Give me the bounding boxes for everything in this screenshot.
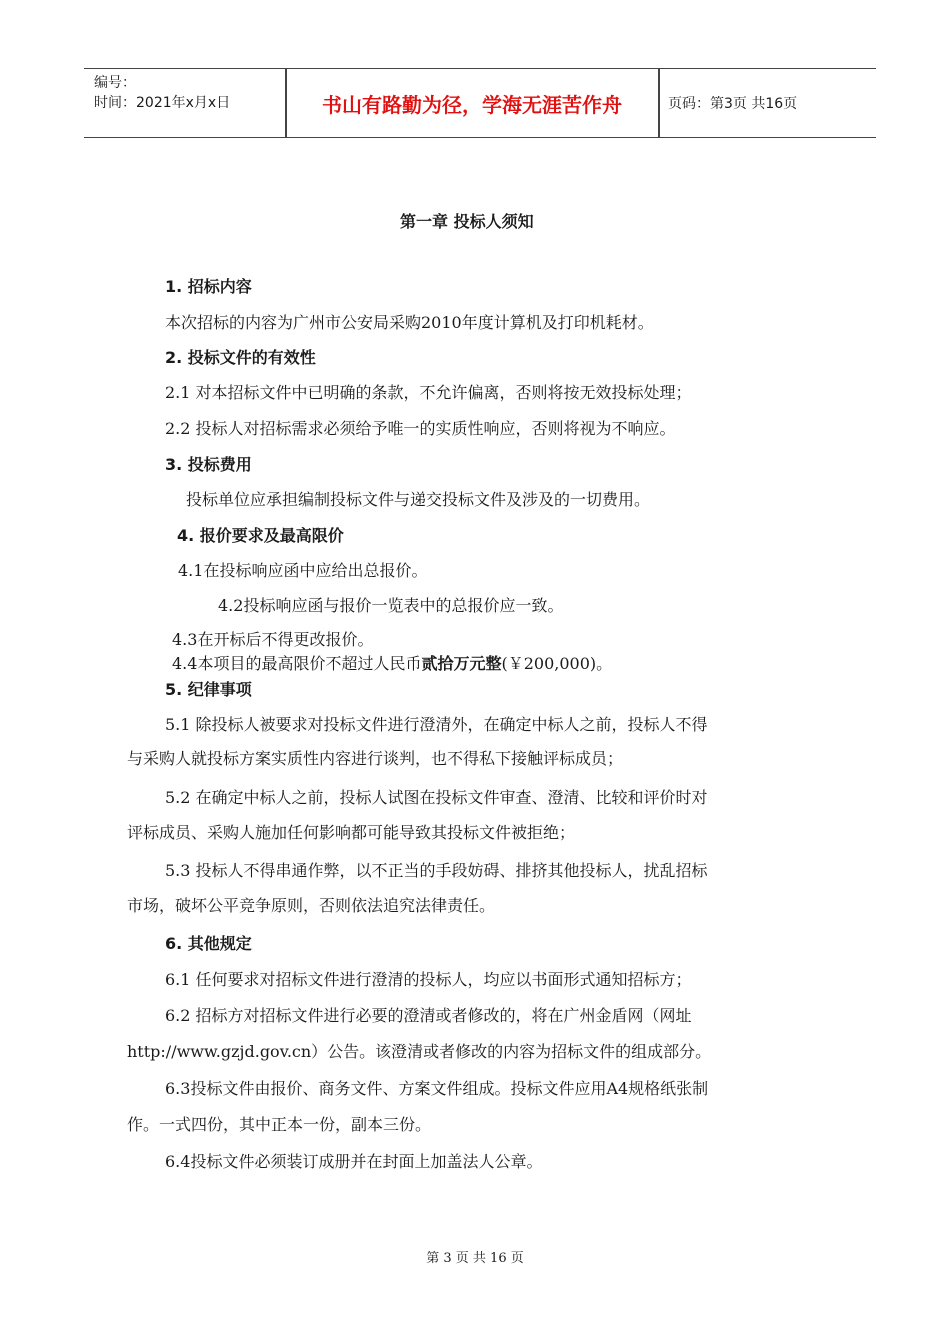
chapter-title: 第一章 投标人须知	[400, 212, 534, 231]
paragraph: 2.1 对本招标文件中已明确的条款，不允许偏离，否则将按无效投标处理；	[165, 383, 692, 402]
header-motto: 书山有路勤为径，学海无涯苦作舟	[322, 92, 622, 117]
paragraph: 6.1 任何要求对招标文件进行澄清的投标人，均应以书面形式通知招标方；	[165, 970, 692, 989]
paragraph: 4.2投标响应函与报价一览表中的总报价应一致。	[218, 596, 564, 615]
paragraph: 6.4投标文件必须装订成册并在封面上加盖法人公章。	[165, 1152, 543, 1171]
paragraph: 2.2 投标人对招标需求必须给予唯一的实质性响应，否则将视为不响应。	[165, 419, 676, 438]
price-limit-amount: 贰拾万元整	[421, 654, 502, 673]
header-page-label: 页码：第3页 共16页	[668, 96, 798, 112]
section-heading-4: 4. 报价要求及最高限价	[177, 526, 344, 545]
paragraph-line: 5.2 在确定中标人之前，投标人试图在投标文件审查、澄清、比较和评价时对	[165, 788, 708, 807]
paragraph-line: 5.1 除投标人被要求对投标文件进行澄清外，在确定中标人之前，投标人不得	[165, 715, 708, 734]
price-limit-suffix: (￥200,000)。	[501, 654, 613, 673]
section-heading-5: 5. 纪律事项	[165, 680, 252, 699]
paragraph: 投标单位应承担编制投标文件与递交投标文件及涉及的一切费用。	[186, 490, 651, 509]
section-heading-2: 2. 投标文件的有效性	[165, 348, 316, 367]
paragraph-line: 市场，破坏公平竞争原则，否则依法追究法律责任。	[127, 896, 496, 915]
paragraph: 4.1在投标响应函中应给出总报价。	[178, 561, 428, 580]
paragraph: 4.3在开标后不得更改报价。	[172, 630, 374, 649]
paragraph-line: 评标成员、采购人施加任何影响都可能导致其投标文件被拒绝；	[127, 823, 576, 842]
header-number-label: 编号：	[94, 75, 136, 91]
section-heading-3: 3. 投标费用	[165, 455, 252, 474]
paragraph-line: 与采购人就投标方案实质性内容进行谈判，也不得私下接触评标成员；	[127, 749, 624, 768]
price-limit-prefix: 4.4本项目的最高限价不超过人民币	[172, 654, 422, 673]
page-footer: 第 3 页 共 16 页	[426, 1251, 524, 1266]
paragraph-price-limit	[172, 651, 612, 674]
page-header	[84, 68, 876, 138]
header-time-label: 时间：2021年x月x日	[94, 95, 231, 111]
paragraph-line: 6.3投标文件由报价、商务文件、方案文件组成。投标文件应用A4规格纸张制	[165, 1079, 709, 1098]
paragraph-line: http://www.gzjd.gov.cn）公告。该澄清或者修改的内容为招标文件的组成部分。	[127, 1042, 712, 1061]
paragraph-line: 作。一式四份，其中正本一份，副本三份。	[127, 1115, 432, 1134]
header-meta	[94, 73, 230, 113]
paragraph: 本次招标的内容为广州市公安局采购2010年度计算机及打印机耗材。	[165, 313, 654, 332]
paragraph-line: 6.2 招标方对招标文件进行必要的澄清或者修改的，将在广州金盾网（网址	[165, 1006, 692, 1025]
section-heading-1: 1. 招标内容	[165, 277, 252, 296]
section-heading-6: 6. 其他规定	[165, 934, 252, 953]
paragraph-line: 5.3 投标人不得串通作弊，以不正当的手段妨碍、排挤其他投标人，扰乱招标	[165, 861, 708, 880]
header-divider	[658, 69, 660, 137]
